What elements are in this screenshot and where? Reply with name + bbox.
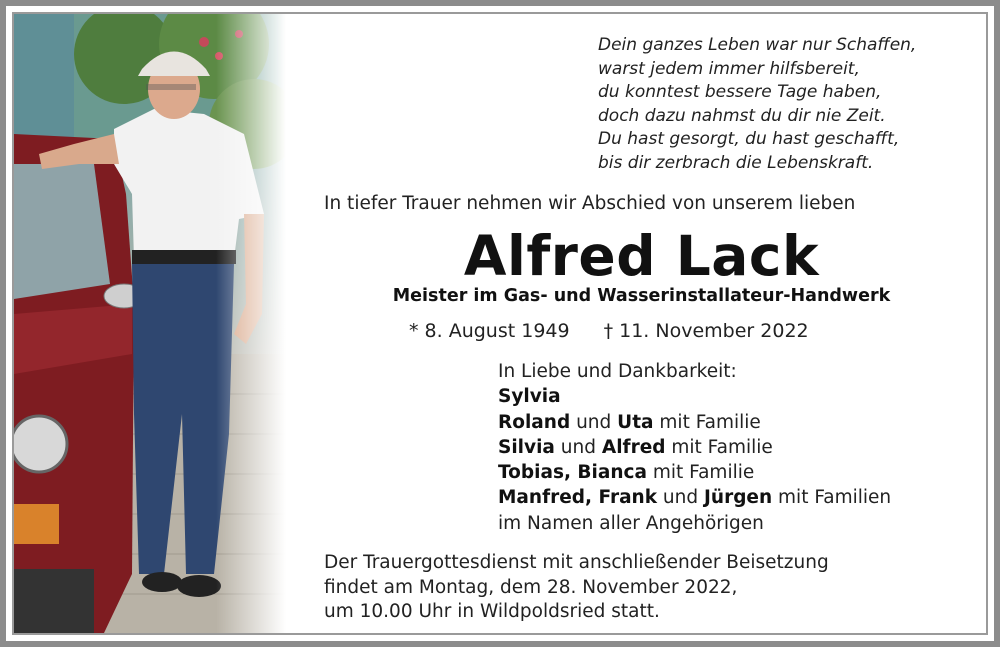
mourner-name: Manfred <box>498 487 586 509</box>
service-line: um 10.00 Uhr in Wildpoldsried statt. <box>324 601 660 622</box>
intro-text: In tiefer Trauer nehmen wir Abschied von unserem lieben <box>324 193 856 214</box>
poem-line: Dein ganzes Leben war nur Schaffen, <box>598 35 917 55</box>
mourner-suffix: mit Familie <box>646 462 755 484</box>
death-date: † 11. November 2022 <box>603 320 809 342</box>
poem-line: du konntest bessere Tage haben, <box>598 82 882 102</box>
mourner-line <box>498 384 891 409</box>
mourner-connector: , <box>585 487 599 509</box>
mourner-name: Roland <box>498 411 571 433</box>
poem-line: Du hast gesorgt, du hast geschafft, <box>598 129 900 149</box>
mourners-list <box>498 359 891 536</box>
photo-fade <box>216 14 286 633</box>
mourner-suffix: mit Familien <box>772 487 892 509</box>
mourner-name: Frank <box>598 487 658 509</box>
poem-line: bis dir zerbrach die Lebenskraft. <box>598 152 874 173</box>
mourner-name: Tobias, Bianca <box>498 462 647 484</box>
mourner-line <box>498 485 891 510</box>
funeral-service-info <box>324 551 829 625</box>
mourner-name: Alfred <box>601 436 666 458</box>
mourners-heading: In Liebe und Dankbarkeit: <box>498 361 737 382</box>
mourner-name: Jürgen <box>704 487 773 509</box>
poem-line: doch dazu nahmst du dir nie Zeit. <box>598 105 886 126</box>
mourners-closing: im Namen aller Angehörigen <box>498 512 764 534</box>
mourner-name: Silvia <box>498 436 555 458</box>
mourner-line <box>498 435 891 460</box>
service-line: findet am Montag, dem 28. November 2022, <box>324 576 738 598</box>
mourner-line <box>498 410 891 435</box>
deceased-name: Alfred Lack <box>463 224 820 288</box>
service-line: Der Trauergottesdienst mit anschließender Beisetzung <box>324 552 829 573</box>
mourner-connector: und <box>570 411 618 433</box>
mourner-name: Sylvia <box>498 386 561 408</box>
mourner-connector: und <box>657 487 705 509</box>
obituary-frame <box>6 6 994 641</box>
mourner-line <box>498 460 891 485</box>
mourner-name: Uta <box>617 411 654 433</box>
birth-date: * 8. August 1949 <box>409 320 570 342</box>
life-dates <box>409 320 809 342</box>
obituary-card <box>12 12 988 635</box>
profession: Meister im Gas- und Wasserinstallateur-Handwerk <box>392 286 891 306</box>
mourner-suffix: mit Familie <box>665 436 773 458</box>
mourner-connector: und <box>554 436 602 458</box>
mourner-suffix: mit Familie <box>653 411 761 433</box>
portrait-photo <box>14 14 286 633</box>
poem-line: warst jedem immer hilfsbereit, <box>598 58 860 79</box>
poem <box>598 34 916 175</box>
